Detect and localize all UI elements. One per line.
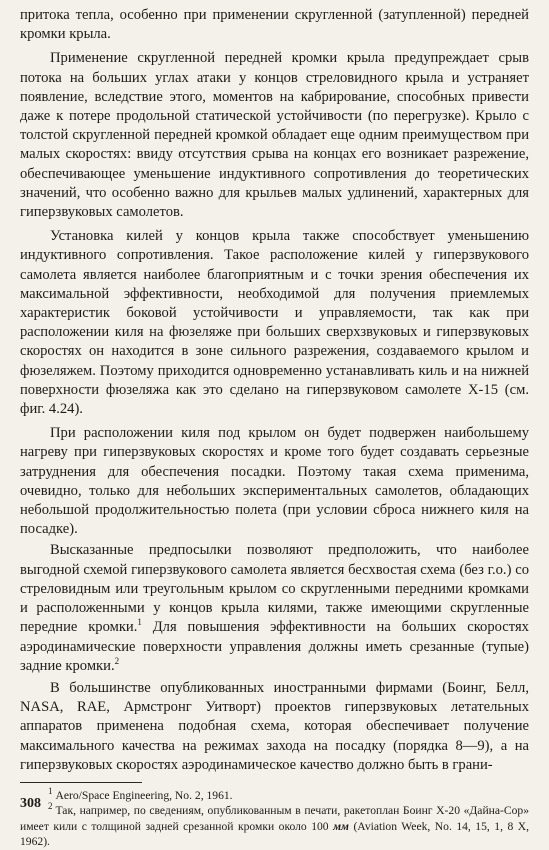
footnote-divider: [20, 782, 142, 783]
footnote-1-text: Aero/Space Engineering, No. 2, 1961.: [55, 788, 233, 802]
footnotes: [20, 788, 529, 850]
page-number: 308: [20, 796, 41, 811]
paragraph-tailless-scheme: [20, 541, 529, 675]
footnote-2-text: Так, например, по сведениям, опубликованным в печати, ракетоплан Боинг Х-20 «Дайна-Сор» имеет кили с толщиной задней срезанной кромки около 100: [20, 804, 529, 833]
footnote-marker-1[interactable]: 1: [137, 617, 142, 628]
main-text: [20, 6, 529, 775]
footnote-2-number: 2: [48, 801, 53, 812]
paragraph-leading-edge: Применение скругленной передней кромки крыла предупреждает срыв потока на больших углах атаки у концов стреловидного крыла и устраняет появление, вследствие этого, моментов на кабрирование, способных привести даже к потере продольной статической устойчивости (по перегрузке). Крыло с толстой скругленной передней кромкой обладает еще одним преимуществом при малых скоростях: ввиду отсутствия срыва на концах его возникает разрежение, обеспечивающее уменьшение индуктивного сопротивления до теоретических значений, что особенно важно для крыльев малых удлинений, характерных для гиперзвуковых самолетов.: [20, 50, 529, 221]
footnote-2-unit: мм: [333, 819, 349, 833]
paragraph-continuation: притока тепла, особенно при применении скругленной (затупленной) передней кромки крыла.: [20, 7, 529, 43]
paragraph-under-wing-fin: При расположении киля под крылом он будет подвержен наибольшему нагреву при гиперзвуковых скоростях и кроме того будет создавать серьезные затруднения для обеспечения посадки. Поэтому такая схема применима, очевидно, только для небольших экспериментальных самолетов, обладающих небольшой продолжительностью полета (при условии сброса нижнего киля на посадке).: [20, 425, 529, 538]
footnote-2: [20, 803, 529, 849]
footnote-2-source: (Aviation Week, No. 14, 15, 1, 8 X, 1962).: [20, 819, 529, 849]
control-surfaces-text: Для повышения эффективности на больших скоростях аэродинамические поверхности управления должны иметь срезанные (тупые) задние кромки.: [20, 619, 529, 674]
footnote-1-number: 1: [48, 786, 53, 797]
paragraph-foreign-projects: В большинстве опубликованных иностранными фирмами (Боинг, Белл, NASA, RAE, Армстронг Уитворт) проектов гиперзвуковых летательных аппаратов применена подобная схема, которая обеспечивает получение максимального качества на режимах захода на посадку (порядка 8—9), а на гиперзвуковых скоростях аэродинамическое качество должно быть в грани-: [20, 679, 529, 773]
footnote-marker-2[interactable]: 2: [114, 655, 120, 666]
tailless-scheme-text: Высказанные предпосылки позволяют предположить, что наиболее выгодной схемой гиперзвукового самолета является бесхвостая схема (без г.о.) со стреловидным или треугольным крылом со скругленными передними кромками и расположенными у концов крыла килями, также имеющими скругленные передние кромки.: [20, 542, 529, 636]
footnote-1: [20, 788, 529, 803]
paragraph-wingtip-fins: Установка килей у концов крыла также способствует уменьшению индуктивного сопротивления. Такое расположение килей у гиперзвукового самолета является наиболее благоприятным и с точки зрения обеспечения их максимальной эффективности, необходимой для получения приемлемых характеристик боковой устойчивости и управляемости, так как при расположении киля на фюзеляже при больших сверхзвуковых и гиперзвуковых скоростях он находится в зоне сильного разрежения, создаваемого крылом и фюзеляжем. Поэтому приходится одновременно устанавливать киль и на нижней поверхности фюзеляжа как это сделано на гиперзвуковом самолете Х-15 (см. фиг. 4.24).: [20, 228, 529, 418]
